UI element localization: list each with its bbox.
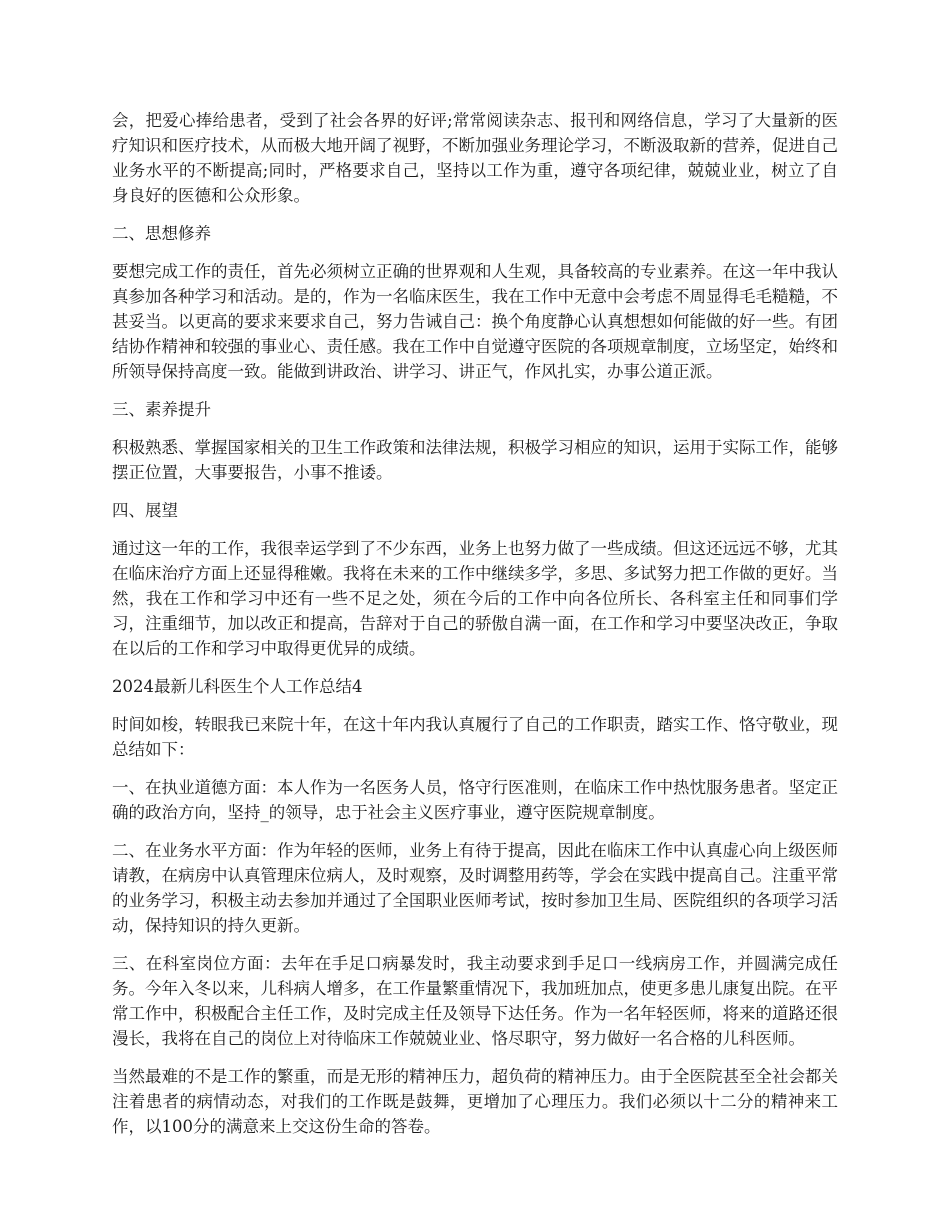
paragraph-thought: 要想完成工作的责任，首先必须树立正确的世界观和人生观，具备较高的专业素养。在这一年中我认真参加各种学习和活动。是的，作为一名临床医生，我在工作中无意中会考虑不周显得毛毛糙糙，不甚妥当。以更高的要求来要求自己，努力告诫自己：换个角度静心认真想想如何能做的好一些。有团结协作精神和较强的事业心、责任感。我在工作中自觉遵守医院的各项规章制度，立场坚定，始终和所领导保持高度一致。能做到讲政治、讲学习、讲正气，作风扎实，办事公道正派。 (112, 262, 838, 381)
paragraph-intro-continued: 会，把爱心捧给患者，受到了社会各界的好评;常常阅读杂志、报刊和网络信息，学习了大量新的医疗知识和医疗技术，从而极大地开阔了视野，不断加强业务理论学习，不断汲取新的营养，促进自己业务水平的不断提高;同时，严格要求自己，坚持以工作为重，遵守各项纪律，兢兢业业，树立了自身良好的医德和公众形象。 (112, 111, 838, 205)
section-heading-thought: 二、思想修养 (112, 224, 211, 243)
section-heading-improvement: 三、素养提升 (112, 400, 211, 419)
paragraph-department-post: 三、在科室岗位方面：去年在手足口病暴发时，我主动要求到手足口一线病房工作，并圆满完成任务。今年入冬以来，儿科病人增多，在工作量繁重情况下，我加班加点，使更多患儿康复出院。在平常工作中，积极配合主任工作，及时完成主任及领导下达任务。作为一名年轻医师，将来的道路还很漫长，我将在自己的岗位上对待临床工作兢兢业业、恪尽职守，努力做好一名合格的儿科医师。 (112, 954, 838, 1048)
section-heading-outlook: 四、展望 (112, 501, 178, 520)
paragraph-pressure: 当然最难的不是工作的繁重，而是无形的精神压力，超负荷的精神压力。由于全医院甚至全社会都关注着患者的病情动态，对我们的工作既是鼓舞，更增加了心理压力。我们必须以十二分的精神来工作，以100分的满意来上交这份生命的答卷。 (112, 1067, 838, 1136)
paragraph-professional-level: 二、在业务水平方面：作为年轻的医师，业务上有待于提高，因此在临床工作中认真虚心向上级医师请教，在病房中认真管理床位病人，及时观察，及时调整用药等，学会在实践中提高自己。注重平常的业务学习，积极主动去参加并通过了全国职业医师考试，按时参加卫生局、医院组织的各项学习活动，保持知识的持久更新。 (112, 841, 838, 935)
paragraph-summary-intro: 时间如梭，转眼我已来院十年，在这十年内我认真履行了自己的工作职责，踏实工作、恪守敬业，现总结如下： (112, 715, 838, 759)
paragraph-ethics: 一、在执业道德方面：本人作为一名医务人员，恪守行医准则，在临床工作中热忱服务患者。坚定正确的政治方向，坚持_的领导，忠于社会主义医疗事业，遵守医院规章制度。 (112, 778, 838, 822)
article-title-summary-4: 2024最新儿科医生个人工作总结4 (112, 677, 363, 696)
paragraph-outlook: 通过这一年的工作，我很幸运学到了不少东西，业务上也努力做了一些成绩。但这还远远不够，尤其在临床治疗方面上还显得稚嫩。我将在未来的工作中继续多学，多思、多试努力把工作做的更好。当然，我在工作和学习中还有一些不足之处，须在今后的工作中向各位所长、各科室主任和同事们学习，注重细节，加以改正和提高，告辞对于自己的骄傲自满一面，在工作和学习中要坚决改正，争取在以后的工作和学习中取得更优异的成绩。 (112, 539, 838, 658)
paragraph-improvement: 积极熟悉、掌握国家相关的卫生工作政策和法律法规，积极学习相应的知识，运用于实际工作，能够摆正位置，大事要报告，小事不推诿。 (112, 438, 838, 482)
